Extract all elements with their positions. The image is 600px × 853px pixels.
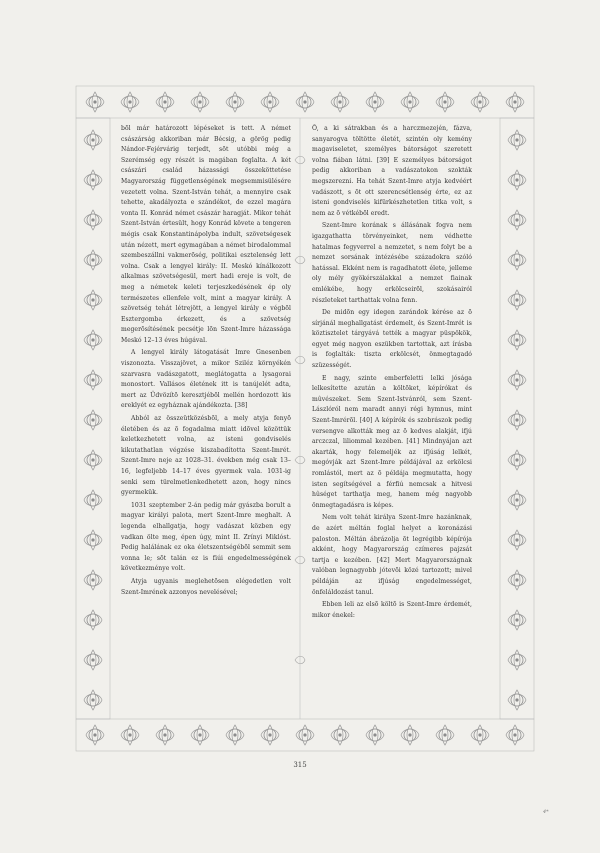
paragraph: Abból az összeütközésbõl, a mely atyja fenyõ életében és az õ fogadalma miatt idõvel közöttük keletkezhetett volna, az isteni gondviselés kikutathatlan végzése kiszabadította Szent-Imrét. Szent-Imre neje az 1028–31. években még csak 13–16, legfeljebb 14–17 éves gyermek vala. 1031-ig senki sem türelmetlenkedhetett azon, hogy nincs gyermekük. <box>121 415 291 497</box>
text-column-right <box>312 124 472 623</box>
paragraph: De midõn egy idegen zarándok kérése az õ sírjánál meghallgatást érdemelt, és Szent-Imrét is köztisztelet tárgyává tették a magyar püspökök, egyet még nagyon eszükben tartottak, azt írásba is foglalták: tiszta erkölcsét, önmegtagadó szüzességét. <box>312 309 472 370</box>
paragraph: Nem volt tehát királya Szent-Imre hazánknak, de azért méltán foglal helyet a koronázási paloston. Méltán ábrázolja õt legrégibb képírója akként, hogy Magyarország czímeres pajzsát tartja e kezében. [42] Mert Magyarországnak valóban legnagyobb jótevõi közé tartozott; mivel példáján az ifjúság engedelmességet, önfeláldozást tanul. <box>312 514 472 596</box>
paragraph: bõl már határozott lépéseket is tett. A német császárság akkoriban már Bécsig, a görög pedig Nándor-Fejérvárig terjedt, sõt utóbbi még a Szerémség egy részét is magában foglalta. A két császári család házassági összeköttetése Magyarország függetlenségének megsemmisülésére vezetett volna. Szent-István tehát, a mennyire csak tehette, akadályozta e szándékot, de ezzel magára vonta II. Konrád német császár haragját. Mikor tehát Szent-István értesült, hogy Konrád követe a tengeren mégis csak Konstantinápolyba indult, szövetségesek után nézett, mert egymagában a német birodalommal szembeszállni vakmerõség, politikai esztelenség lett volna. Csak a lengyel király: II. Meskó kínálkozott alkalmas szövetségesül, mert hadi ereje is volt, de meg a németek keleti terjeszkedésének ép oly természetes ellenfele volt, mint a magyar király. A szövetség tehát létrejött, a lengyel király e végbõl Esztergomba érkezett, és a szövetség megerõsítésének pecsétje lõn Szent-Imre házassága Meskó 12–13 éves húgával. <box>121 125 291 344</box>
paragraph: Atyja ugyanis meglehetõsen elégedetlen volt Szent-Imrének azzonyos nevelésével; <box>121 577 291 596</box>
paragraph: Õ, a ki sátrakban és a harczmezején, fázva, sanyarogva töltötte életét, szintén oly kemény magaviseletet, személyes bátorságot szeretett volna fiában látni. [39] E személyes bátorságot pedig akkoriban a vadászatokon szokták megszerezni. Ha tehát Szent-Imre atyja kedvéért vadászott, s õt ott szerencsétlenség érte, ez az isteni gondviselés kifürkészhetetlen titka volt, s nem az õ vétkébõl eredt. <box>312 125 472 217</box>
paragraph: E nagy, szinte emberfeletti lelki jósága lelkesítette azután a költõket, képírókat és mûvészeket. Sem Szent-Istvánról, sem Szent-Lászlóról nem maradt annyi régi hymnus, mint Szent-Imrérõl. [40] A képírók és szobrászok pedig versengve alkották meg az õ kedves alakját, ifjú arczczal, liliommal kezében. [41] Mindnyájan azt akarták, hogy felemeljék az ifjúság lelkét, megóvják azt Szent-Imre példájával az erkölcsi romlástól, mert az õ példája megmutatta, hogy isten segítségével a férfiú nemcsak a hitvesi hûséget tarthatja meg, hanem még nagyobb önmegtagadásra is képes. <box>312 374 472 509</box>
text-column-left <box>121 124 291 600</box>
paragraph: Ebben leli az elsõ költõ is Szent-Imre érdemét, mikor énekel: <box>312 601 472 619</box>
page-number: 315 <box>293 761 307 769</box>
paragraph: 1031 szeptember 2-án pedig már gyászba borult a magyar királyi palota, mert Szent-Imre meghalt. A legenda elhallgatja, hogy vadászat közben egy vadkan ölte meg, épen úgy, mint II. Zrínyi Miklóst. Pedig halálának ez oka életszentségébõl semmit sem vonna le; sõt talán ez is fiúi engedelmességének következménye volt. <box>121 501 291 573</box>
paragraph: Szent-Imre korának s állásának fogva nem igazgathatta törvényeinket, nem védhette hatalmas fegyverrel a nemzetet, s nem folyt be a nemzet sorsának intézésébe századokra szóló hatással. Ekként nem is ragadhatott élete, jelleme oly mély gyökérszálakkal a nemzet fiainak emlékébe, hogy erkölcseirõl, szokásairól részleteket tarthattak volna fenn. <box>312 222 472 304</box>
signature-mark: 4* <box>543 809 549 815</box>
paragraph: A lengyel király látogatását Imre Gnesenben viszonozta. Visszajövet, a mikor Sziléz környékén szarvasra vadászgatott, meglátogatta a lysagorai monostort. Vallásos életének itt is tanújelét adta, mert az Üdvözítõ keresztjébõl mellén hordozott kis ereklyét ez egyháznak ajándékozta. [38] <box>121 349 291 410</box>
